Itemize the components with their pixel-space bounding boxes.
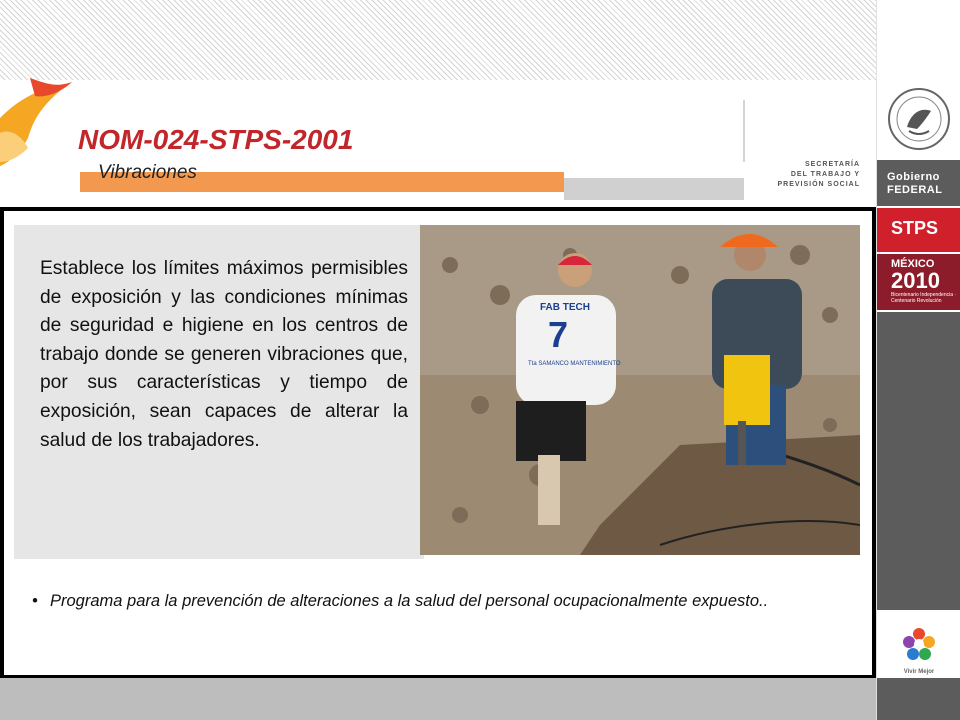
gobierno-federal-badge: Gobierno FEDERAL: [877, 160, 960, 206]
header-divider: [743, 100, 745, 162]
bullet-marker: •: [32, 592, 38, 610]
content-frame: [0, 207, 876, 679]
footer-gray-band: [0, 678, 876, 720]
orange-swirl-logo: [0, 78, 80, 178]
stps-badge: STPS: [877, 208, 960, 252]
right-branding-sidebar: [876, 0, 960, 720]
header-hatched-band: [0, 0, 876, 80]
title-gray-bar: [564, 178, 744, 200]
bullet-item: [32, 589, 844, 613]
secretaria-logo-text: SECRETARÍA DEL TRABAJO Y PREVISIÓN SOCIAL: [777, 161, 860, 188]
sidebar-bottom-band: [877, 678, 960, 720]
mexico-2010-badge: MÉXICO 2010 Bicentenario Independencia · Centenario Revolución: [877, 254, 960, 310]
sidebar-gray-panel: [877, 312, 960, 610]
mexican-seal: [877, 80, 960, 158]
vivir-mejor-logo: Vivir Mejor: [877, 612, 960, 678]
flower-icon: [899, 624, 939, 664]
description-text: Establece los límites máximos permisibles de exposición y las condiciones mínimas de seguridad e higiene en los centros de trabajo donde se generen vibraciones que, por sus características y tiempo de exposición, sean capaces de alterar la salud de los trabajadores.: [40, 258, 408, 451]
eagle-seal-icon: [887, 87, 951, 151]
slide-subtitle: Vibraciones: [98, 162, 197, 183]
bullet-text: Programa para la prevención de alteraciones a la salud del personal ocupacionalmente expuesto..: [50, 592, 769, 610]
shirt-sub-text: Tta SAMANCO MANTENIMIENTO: [528, 361, 621, 367]
workers-jackhammer-photo: [420, 225, 860, 555]
shirt-number: 7: [548, 314, 569, 355]
shirt-brand-text: FAB TECH: [540, 302, 590, 313]
description-panel: [14, 225, 424, 559]
jackhammer: [724, 355, 770, 425]
slide-title: NOM-024-STPS-2001: [78, 124, 354, 155]
